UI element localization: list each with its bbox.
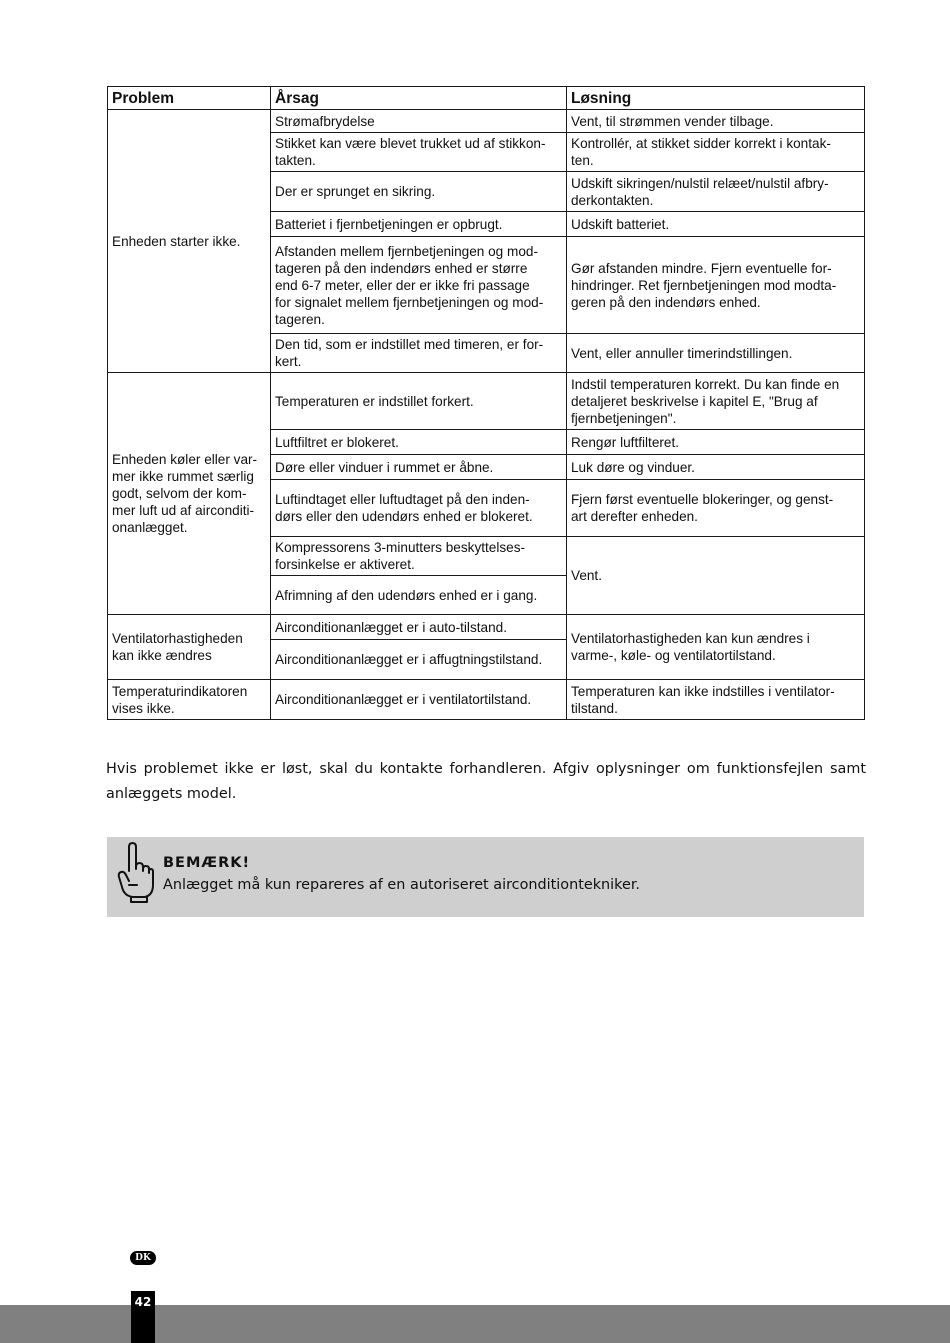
cause-cell: Strømafbrydelse [271, 110, 567, 133]
cause-cell: Afstanden mellem fjernbetjeningen og mod- tageren på den indendørs enhed er større end 6-7 meter, eller der er ikke fri passage for signalet mellem fjernbetjeningen og mod- tageren. [271, 237, 567, 334]
solution-cell: Indstil temperaturen korrekt. Du kan finde en detaljeret beskrivelse i kapitel E, "Brug af fjernbetjeningen". [567, 373, 865, 430]
problem-cell: Enheden starter ikke. [108, 110, 271, 373]
cause-cell: Luftfiltret er blokeret. [271, 430, 567, 455]
cause-cell: Døre eller vinduer i rummet er åbne. [271, 455, 567, 480]
cause-cell: Den tid, som er indstillet med timeren, er for- kert. [271, 334, 567, 373]
note-body: Anlægget må kun repareres af en autoriseret airconditiontekniker. [163, 877, 641, 893]
header-solution: Løsning [567, 87, 865, 110]
solution-cell: Ventilatorhastigheden kan kun ændres i varme-, køle- og ventilatortilstand. [567, 615, 865, 680]
problem-cell: Temperaturindikatoren vises ikke. [108, 680, 271, 720]
solution-cell: Temperaturen kan ikke indstilles i ventilator- tilstand. [567, 680, 865, 720]
header-problem: Problem [108, 87, 271, 110]
table-row [108, 615, 865, 640]
solution-cell: Vent, eller annuller timerindstillingen. [567, 334, 865, 373]
cause-cell: Der er sprunget en sikring. [271, 172, 567, 212]
cause-cell: Airconditionanlægget er i auto-tilstand. [271, 615, 567, 640]
note-box [107, 837, 864, 917]
cause-cell: Airconditionanlægget er i affugtningstilstand. [271, 640, 567, 680]
cause-cell: Temperaturen er indstillet forkert. [271, 373, 567, 430]
solution-cell: Gør afstanden mindre. Fjern eventuelle for- hindringer. Ret fjernbetjeningen mod modta- geren på den indendørs enhed. [567, 237, 865, 334]
solution-cell: Udskift batteriet. [567, 212, 865, 237]
solution-cell: Rengør luftfilteret. [567, 430, 865, 455]
note-title: BEMÆRK! [163, 855, 251, 871]
cause-cell: Luftindtaget eller luftudtaget på den inden- dørs eller den udendørs enhed er blokeret. [271, 480, 567, 537]
contact-dealer-text: Hvis problemet ikke er løst, skal du kontakte forhandleren. Afgiv oplysninger om funktionsfejlen samt anlæggets model. [106, 761, 866, 802]
problem-cell: Enheden køler eller var- mer ikke rummet særlig godt, selvom der kom- mer luft ud af airconditi- onanlægget. [108, 373, 271, 615]
solution-cell: Kontrollér, at stikket sidder korrekt i kontak- ten. [567, 133, 865, 172]
cause-cell: Batteriet i fjernbetjeningen er opbrugt. [271, 212, 567, 237]
cause-cell: Stikket kan være blevet trukket ud af stikkon- takten. [271, 133, 567, 172]
cause-cell: Afrimning af den udendørs enhed er i gang. [271, 576, 567, 615]
troubleshooting-table [107, 86, 865, 720]
pointing-hand-icon [115, 841, 155, 903]
solution-cell: Fjern først eventuelle blokeringer, og genst- art derefter enheden. [567, 480, 865, 537]
cause-cell: Kompressorens 3-minutters beskyttelses- forsinkelse er aktiveret. [271, 537, 567, 576]
page-number: 42 [131, 1291, 155, 1343]
table-row [108, 680, 865, 720]
solution-cell: Vent, til strømmen vender tilbage. [567, 110, 865, 133]
table-row [108, 110, 865, 133]
solution-cell: Udskift sikringen/nulstil relæet/nulstil afbry- derkontakten. [567, 172, 865, 212]
cause-cell: Airconditionanlægget er i ventilatortilstand. [271, 680, 567, 720]
problem-cell: Ventilatorhastigheden kan ikke ændres [108, 615, 271, 680]
solution-cell: Luk døre og vinduer. [567, 455, 865, 480]
table-header-row [108, 87, 865, 110]
country-badge: DK [130, 1251, 156, 1265]
header-cause: Årsag [271, 87, 567, 110]
table-row [108, 373, 865, 430]
solution-cell: Vent. [567, 537, 865, 615]
